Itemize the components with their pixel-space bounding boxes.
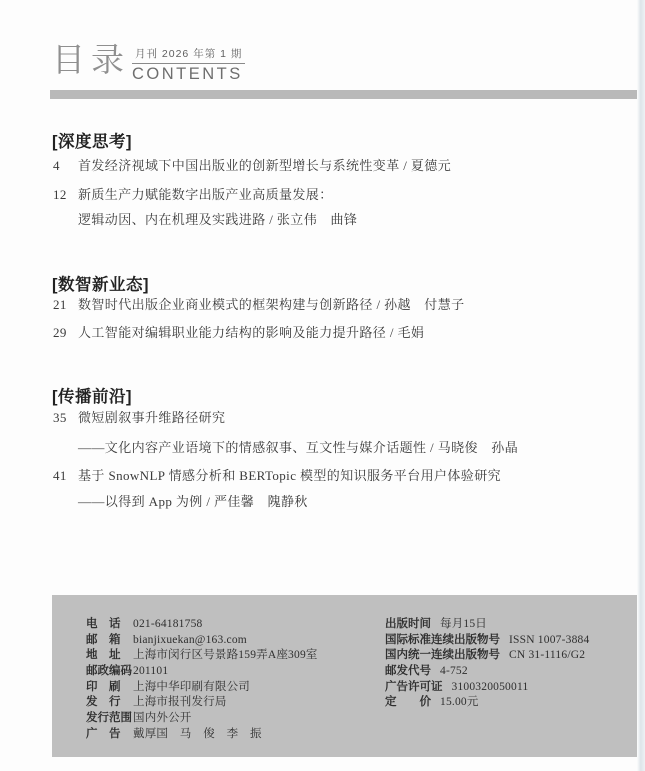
imprint-label: 邮发代号	[385, 665, 431, 678]
imprint-label: 发 行	[86, 696, 121, 709]
imprint-right-column	[385, 615, 589, 709]
imprint-label: 国际标准连续出版物号	[385, 633, 500, 646]
toc-item-title: 基于 SnowNLP 情感分析和 BERTopic 模型的知识服务平台用户体验研究	[78, 468, 502, 483]
section-heading: [传播前沿]	[52, 388, 132, 406]
imprint-row	[86, 678, 318, 694]
imprint-label: 定 价	[385, 696, 431, 709]
page-title: 目录	[52, 43, 130, 79]
imprint-row	[86, 615, 318, 631]
imprint-value: 每月15日	[440, 618, 487, 630]
page-title-en: CONTENTS	[132, 65, 243, 83]
toc-item-page-number: 4	[53, 158, 60, 173]
imprint-row	[86, 725, 318, 741]
imprint-row	[86, 631, 318, 647]
imprint-label: 地 址	[86, 649, 121, 662]
imprint-row	[385, 631, 589, 647]
imprint-value: 021-64181758	[133, 618, 203, 630]
toc-item-subtitle: ——文化内容产业语境下的情感叙事、互文性与媒介话题性 / 马晓俊 孙晶	[78, 440, 519, 455]
imprint-row	[86, 646, 318, 662]
imprint-label: 出版时间	[385, 618, 431, 630]
toc-item-subtitle: ——以得到 App 为例 / 严佳馨 隗静秋	[78, 494, 308, 509]
toc-item-page-number: 12	[53, 187, 67, 202]
toc-item-page-number: 21	[53, 297, 67, 312]
section-heading: [深度思考]	[52, 133, 132, 151]
imprint-row	[86, 693, 318, 709]
imprint-label: 邮政编码	[86, 665, 132, 678]
imprint-label: 电 话	[86, 618, 121, 630]
imprint-row	[86, 709, 318, 725]
page-title-side	[132, 44, 245, 84]
imprint-label: 广 告	[86, 727, 121, 740]
toc-item-title: 微短剧叙事升维路径研究	[78, 410, 226, 425]
imprint-left-column	[86, 615, 318, 741]
imprint-row	[385, 615, 589, 631]
imprint-value: 15.00元	[440, 696, 479, 709]
imprint-value: 国内外公开	[133, 712, 192, 725]
toc-item-page-number: 29	[53, 325, 67, 340]
imprint-label: 国内统一连续出版物号	[385, 649, 500, 662]
toc-item-page-number: 41	[53, 468, 67, 483]
issue-info: 月刊 2026 年第 1 期	[132, 46, 245, 64]
page-scan-edge	[637, 0, 645, 771]
toc-item-page-number: 35	[53, 410, 67, 425]
imprint-value: 3100320050011	[451, 680, 529, 693]
imprint-row	[86, 662, 318, 678]
toc-item-subtitle: 逻辑动因、内在机理及实践进路 / 张立伟 曲锋	[78, 212, 358, 227]
toc-item-title: 数智时代出版企业商业模式的框架构建与创新路径 / 孙越 付慧子	[78, 297, 465, 312]
page-header	[52, 44, 245, 84]
imprint-box	[52, 595, 641, 757]
imprint-value: 201101	[133, 665, 169, 678]
imprint-label: 发行范围	[86, 712, 132, 725]
imprint-label: 印 刷	[86, 680, 121, 693]
imprint-value: 戴厚国 马 俊 李 振	[133, 727, 262, 740]
toc-item-title: 新质生产力赋能数字出版产业高质量发展：	[78, 187, 333, 202]
header-divider-bar	[50, 90, 641, 99]
imprint-label: 广告许可证	[385, 680, 443, 693]
imprint-value: 4-752	[440, 665, 468, 678]
imprint-value: ISSN 1007-3884	[509, 633, 590, 646]
imprint-row	[385, 678, 589, 694]
imprint-value: 上海市闵行区号景路159弄A座309室	[133, 649, 318, 662]
imprint-value: 上海中华印刷有限公司	[133, 680, 250, 693]
imprint-value: 上海市报刊发行局	[133, 696, 227, 709]
imprint-label: 邮 箱	[86, 633, 121, 646]
toc-item-title: 人工智能对编辑职业能力结构的影响及能力提升路径 / 毛娟	[78, 325, 425, 340]
toc-item-title: 首发经济视域下中国出版业的创新型增长与系统性变革 / 夏德元	[78, 158, 452, 173]
imprint-row	[385, 646, 589, 662]
imprint-row	[385, 693, 589, 709]
section-heading: [数智新业态]	[52, 276, 149, 294]
imprint-value: bianjixuekan@163.com	[133, 633, 247, 646]
imprint-value: CN 31-1116/G2	[509, 649, 586, 662]
imprint-row	[385, 662, 589, 678]
